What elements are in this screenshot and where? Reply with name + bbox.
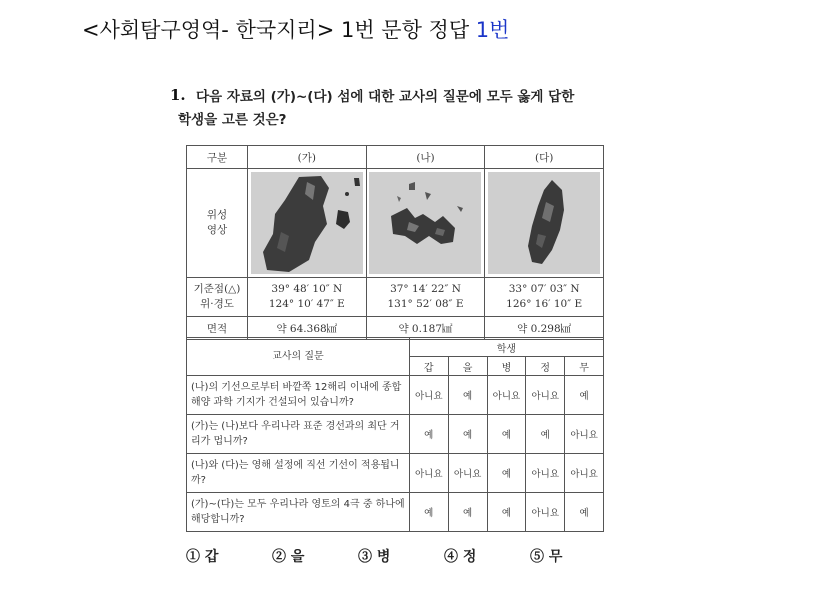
choice-2[interactable]: ② 을 — [272, 549, 305, 565]
col-na: (나) — [366, 146, 485, 169]
coord-ga — [248, 278, 367, 317]
student-name: 병 — [487, 357, 526, 376]
satellite-image — [251, 172, 363, 274]
question-number: 1. — [170, 86, 186, 104]
student-name: 갑 — [409, 357, 448, 376]
answer-cell: 아니요 — [526, 493, 565, 532]
answer-cell: 예 — [409, 493, 448, 532]
satellite-image — [369, 172, 481, 274]
island-table — [186, 145, 604, 340]
table-row — [187, 493, 604, 532]
corner-cell: 구분 — [187, 146, 248, 169]
teacher-question: (나)와 (다)는 영해 설정에 직선 기선이 적용됩니까? — [187, 454, 410, 493]
choice-1[interactable]: ① 갑 — [186, 549, 219, 565]
table-row — [187, 415, 604, 454]
question-text — [178, 86, 626, 132]
answer-cell: 예 — [448, 493, 487, 532]
coord-label: 기준점(△) 위·경도 — [187, 278, 248, 317]
satellite-image-ga — [248, 169, 367, 278]
answer-cell: 예 — [487, 454, 526, 493]
answer-cell: 아니요 — [487, 376, 526, 415]
answer-cell: 아니요 — [565, 415, 604, 454]
choice-4[interactable]: ④ 정 — [444, 549, 477, 565]
choice-3[interactable]: ③ 병 — [358, 549, 391, 565]
table-row — [187, 376, 604, 415]
question-line-2: 학생을 고른 것은? — [178, 112, 287, 128]
answer-cell: 예 — [565, 493, 604, 532]
table-row — [187, 454, 604, 493]
answer-cell: 아니요 — [565, 454, 604, 493]
header-prefix: <사회탐구영역- 한국지리> 1번 문항 정답 — [82, 18, 476, 42]
student-name: 무 — [565, 357, 604, 376]
satellite-image-da — [485, 169, 604, 278]
lon: 126° 16′ 10″ E — [506, 298, 583, 310]
answer-cell: 아니요 — [409, 376, 448, 415]
question-line-1: 다음 자료의 (가)~(다) 섬에 대한 교사의 질문에 모두 옳게 답한 — [196, 89, 575, 105]
header-answer: 1번 — [475, 18, 510, 42]
answer-cell: 예 — [448, 376, 487, 415]
lat: 37° 14′ 22″ N — [390, 283, 461, 295]
answer-cell: 아니요 — [526, 454, 565, 493]
answer-cell: 아니요 — [409, 454, 448, 493]
satellite-image — [488, 172, 600, 274]
answer-cell: 예 — [526, 415, 565, 454]
lat: 33° 07′ 03″ N — [508, 283, 580, 295]
students-header: 학생 — [409, 338, 603, 357]
col-ga: (가) — [248, 146, 367, 169]
answer-cell: 예 — [487, 415, 526, 454]
area-da: 약 0.298㎢ — [485, 317, 604, 340]
col-da: (다) — [485, 146, 604, 169]
student-name: 정 — [526, 357, 565, 376]
satellite-label: 위성 영상 — [187, 169, 248, 278]
answer-cell: 아니요 — [448, 454, 487, 493]
teacher-question-header: 교사의 질문 — [187, 338, 410, 376]
coord-da — [485, 278, 604, 317]
teacher-question: (나)의 기선으로부터 바깥쪽 12해리 이내에 종합 해양 과학 기지가 건설되어 있습니까? — [187, 376, 410, 415]
question-table — [186, 337, 604, 532]
page-header — [82, 14, 509, 44]
answer-cell: 아니요 — [526, 376, 565, 415]
area-na: 약 0.187㎢ — [366, 317, 485, 340]
answer-cell: 예 — [565, 376, 604, 415]
lat: 39° 48′ 10″ N — [271, 283, 343, 295]
area-ga: 약 64.368㎢ — [248, 317, 367, 340]
satellite-image-na — [366, 169, 485, 278]
teacher-question: (가)는 (나)보다 우리나라 표준 경선과의 최단 거리가 멉니까? — [187, 415, 410, 454]
answer-cell: 예 — [448, 415, 487, 454]
answer-cell: 예 — [409, 415, 448, 454]
answer-cell: 예 — [487, 493, 526, 532]
student-name: 을 — [448, 357, 487, 376]
coord-na — [366, 278, 485, 317]
lon: 131° 52′ 08″ E — [387, 298, 464, 310]
teacher-question: (가)~(다)는 모두 우리나라 영토의 4극 중 하나에 해당합니까? — [187, 493, 410, 532]
area-label: 면적 — [187, 317, 248, 340]
lon: 124° 10′ 47″ E — [268, 298, 345, 310]
choice-5[interactable]: ⑤ 무 — [530, 549, 563, 565]
